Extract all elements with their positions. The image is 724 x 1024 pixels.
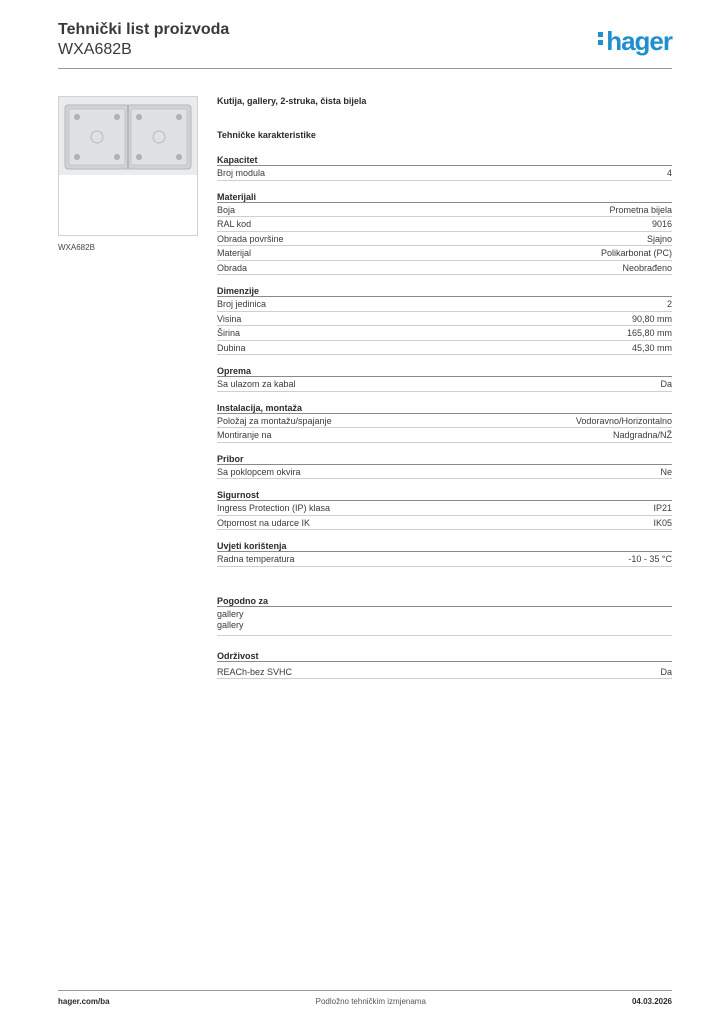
footer-divider bbox=[58, 990, 672, 991]
group-title: Kapacitet bbox=[217, 154, 672, 166]
spec-row bbox=[217, 414, 672, 429]
spec-sheet bbox=[217, 96, 672, 689]
row-label: Boja bbox=[217, 204, 236, 215]
group-dimensions bbox=[217, 285, 672, 355]
spec-row bbox=[217, 377, 672, 392]
group-title: Oprema bbox=[217, 365, 672, 377]
list-item: gallery bbox=[217, 608, 244, 619]
row-value: 4 bbox=[666, 168, 672, 178]
row-label: Visina bbox=[217, 313, 242, 324]
row-value: Da bbox=[660, 666, 672, 677]
group-title: Održivost bbox=[217, 650, 672, 662]
footer-website: hager.com/ba bbox=[58, 997, 110, 1006]
spec-row bbox=[217, 217, 672, 232]
row-value: Neobrađeno bbox=[622, 262, 672, 273]
row-label: Dubina bbox=[217, 342, 246, 353]
spec-row bbox=[217, 428, 672, 443]
group-sustainability bbox=[217, 650, 672, 680]
group-installation bbox=[217, 402, 672, 443]
double-box-illustration bbox=[59, 97, 197, 235]
row-value: 90,80 mm bbox=[631, 313, 672, 324]
row-value: Polikarbonat (PC) bbox=[600, 248, 672, 258]
group-title: Pogodno za bbox=[217, 595, 672, 607]
spec-row bbox=[217, 246, 672, 261]
group-capacity bbox=[217, 154, 672, 181]
row-value: 2 bbox=[666, 299, 672, 309]
row-value: IK05 bbox=[653, 517, 672, 528]
product-image bbox=[58, 96, 198, 236]
row-label: Obrada površine bbox=[217, 233, 284, 244]
image-caption: WXA682B bbox=[58, 243, 95, 252]
logo-text: hager bbox=[606, 26, 672, 56]
row-value: 165,80 mm bbox=[626, 328, 672, 338]
spec-row bbox=[217, 501, 672, 516]
spec-row bbox=[217, 166, 672, 181]
footer-disclaimer: Podložno tehničkim izmjenama bbox=[315, 997, 426, 1006]
row-label: Broj jedinica bbox=[217, 299, 267, 309]
header-divider bbox=[58, 68, 672, 69]
suitable-list bbox=[217, 607, 672, 636]
row-value: Sjajno bbox=[646, 233, 672, 244]
group-usage-conditions bbox=[217, 540, 672, 567]
spec-row bbox=[217, 232, 672, 247]
row-label: Montiranje na bbox=[217, 430, 272, 440]
row-label: Položaj za montažu/spajanje bbox=[217, 415, 332, 426]
row-value: Vodoravno/Horizontalno bbox=[575, 415, 672, 426]
row-value: -10 - 35 °C bbox=[628, 554, 672, 564]
product-name: Kutija, gallery, 2-struka, čista bijela bbox=[217, 96, 367, 106]
group-title: Materijali bbox=[217, 191, 672, 203]
row-label: Obrada bbox=[217, 262, 248, 273]
row-label: REACh-bez SVHC bbox=[217, 666, 293, 677]
section-title: Tehničke karakteristike bbox=[217, 130, 316, 140]
row-label: Radna temperatura bbox=[217, 554, 295, 564]
spec-row bbox=[217, 203, 672, 218]
row-label: Ingress Protection (IP) klasa bbox=[217, 503, 331, 513]
logo-colon-icon bbox=[598, 29, 604, 48]
group-title: Pribor bbox=[217, 453, 672, 465]
product-code: WXA682B bbox=[58, 41, 132, 58]
hager-logo bbox=[598, 26, 672, 57]
spec-row bbox=[217, 516, 672, 531]
row-value: 45,30 mm bbox=[631, 342, 672, 353]
group-safety bbox=[217, 489, 672, 530]
row-value: Prometna bijela bbox=[609, 204, 672, 215]
spec-row bbox=[217, 297, 672, 312]
spec-row bbox=[217, 341, 672, 356]
row-label: Broj modula bbox=[217, 168, 266, 178]
spec-row bbox=[217, 261, 672, 276]
row-value: Ne bbox=[660, 466, 672, 477]
group-equipment bbox=[217, 365, 672, 392]
group-title: Uvjeti korištenja bbox=[217, 540, 672, 552]
spec-row bbox=[217, 326, 672, 341]
row-value: 9016 bbox=[651, 219, 672, 229]
row-label: Sa poklopcem okvira bbox=[217, 466, 301, 477]
row-label: Širina bbox=[217, 328, 241, 338]
row-label: Otpornost na udarce IK bbox=[217, 517, 311, 528]
group-accessories bbox=[217, 453, 672, 480]
spec-row bbox=[217, 312, 672, 327]
row-value: Nadgradna/NŽ bbox=[612, 430, 672, 440]
row-label: Materijal bbox=[217, 248, 252, 258]
spec-row bbox=[217, 665, 672, 680]
row-value: Da bbox=[660, 379, 672, 389]
group-suitable-for bbox=[217, 595, 672, 636]
page-footer bbox=[58, 997, 672, 1006]
group-materials bbox=[217, 191, 672, 276]
row-label: Sa ulazom za kabal bbox=[217, 379, 296, 389]
group-title: Dimenzije bbox=[217, 285, 672, 297]
group-title: Sigurnost bbox=[217, 489, 672, 501]
footer-date: 04.03.2026 bbox=[631, 997, 672, 1006]
row-value: IP21 bbox=[653, 503, 672, 513]
group-title: Instalacija, montaža bbox=[217, 402, 672, 414]
spec-row bbox=[217, 552, 672, 567]
page-header bbox=[58, 20, 672, 68]
row-label: RAL kod bbox=[217, 219, 252, 229]
spec-row bbox=[217, 465, 672, 480]
list-item: gallery bbox=[217, 619, 244, 630]
document-title: Tehnički list proizvoda bbox=[58, 21, 230, 38]
